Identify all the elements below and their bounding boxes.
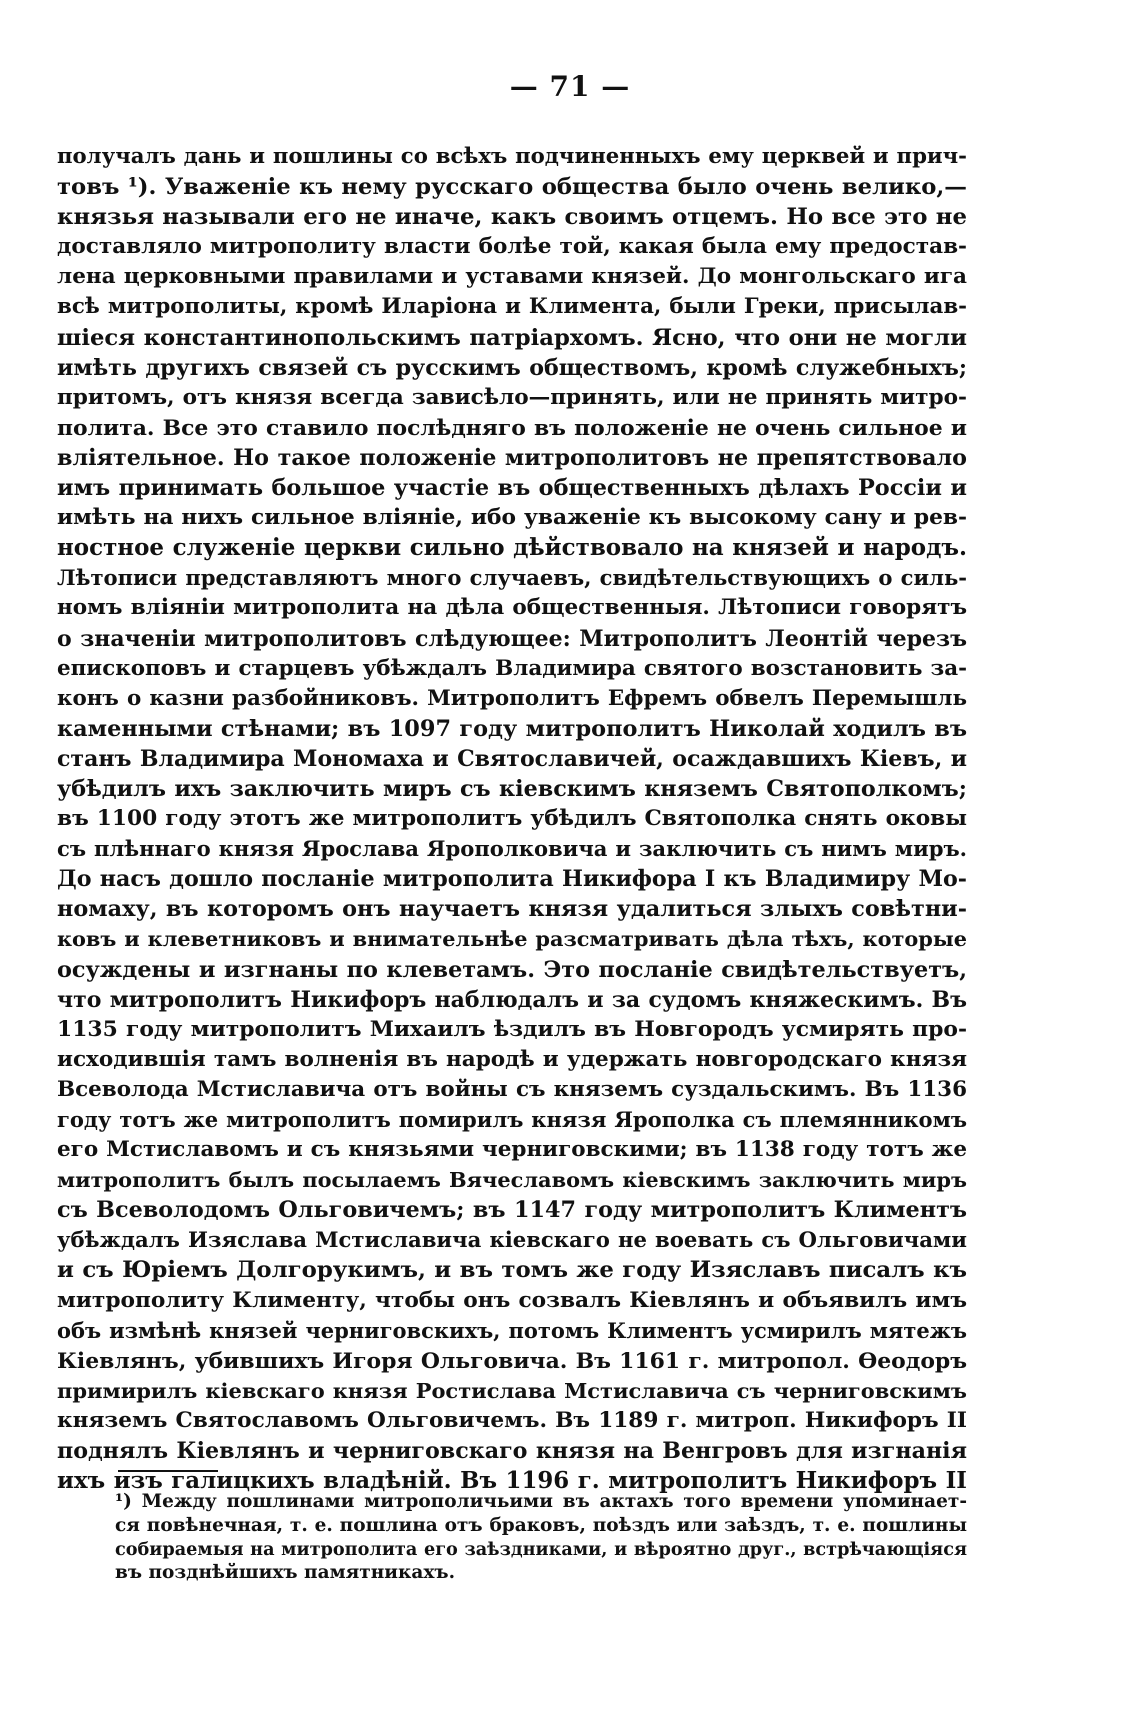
text-line: княземъ Святославомъ Ольговичемъ. Въ 1189 г. митроп. Никифоръ II [57, 1407, 967, 1433]
text-line: митрополитъ былъ посылаемъ Вячеславомъ кіевскимъ заключить миръ [57, 1167, 967, 1193]
text-line: получалъ дань и пошлины со всѣхъ подчиненныхъ ему церквей и прич- [57, 144, 967, 169]
text-line: съ Всеволодомъ Ольговичемъ; въ 1147 году митрополитъ Климентъ [57, 1197, 967, 1224]
text-line: объ измѣнѣ князей черниговскихъ, потомъ Климентъ усмирилъ мятежъ [57, 1317, 967, 1343]
text-line: исходившія тамъ волненія въ народѣ и удержать новгородскаго князя [57, 1046, 967, 1072]
text-line: конъ о казни разбойниковъ. Митрополитъ Ефремъ обвелъ Перемышль [57, 685, 967, 711]
text-line: имѣть другихъ связей съ русскимъ обществомъ, кромѣ служебныхъ; [57, 354, 967, 381]
text-line: 1135 году митрополитъ Михаилъ ѣздилъ въ Новгородъ усмирять про- [57, 1016, 967, 1042]
text-line: товъ ¹). Уваженіе къ нему русскаго общества было очень велико,— [57, 174, 967, 201]
text-line: въ 1100 году этотъ же митрополитъ убѣдилъ Святополка снять оковы [57, 806, 967, 832]
text-line: князья называли его не иначе, какъ своимъ отцемъ. Но все это не [57, 204, 967, 231]
text-line: примирилъ кіевскаго князя Ростислава Мстиславича съ черниговскимъ [57, 1377, 967, 1403]
text-line: доставляло митрополиту власти болѣе той, какая была ему предостав- [57, 234, 967, 260]
text-line: епископовъ и старцевъ убѣждалъ Владимира святого возстановить за- [57, 655, 967, 681]
text-line: убѣдилъ ихъ заключить миръ съ кіевскимъ княземъ Святополкомъ; [57, 775, 967, 802]
text-line: поднялъ Кіевлянъ и черниговскаго князя на Венгровъ для изгнанія [57, 1438, 967, 1465]
text-line: ихъ изъ галицкихъ владѣній. Въ 1196 г. митрополитъ Никифоръ II [57, 1468, 967, 1495]
footnote-divider [118, 1470, 218, 1472]
text-line: ковъ и клеветниковъ и внимательнѣе разсматривать дѣла тѣхъ, которые [57, 926, 967, 952]
footnote-line: ся повѣнечная, т. е. пошлина отъ браковъ, поѣздъ или заѣздъ, т. е. пошлины [115, 1514, 967, 1536]
text-line: имъ принимать большое участіе въ общественныхъ дѣлахъ Россіи и [57, 475, 967, 502]
footnote-line: собираемыя на митрополита его заѣздниками, и вѣроятно друг., встрѣчающіяся [115, 1538, 967, 1560]
text-line: осуждены и изгнаны по клеветамъ. Это посланіе свидѣтельствуетъ, [57, 956, 967, 983]
text-line: станъ Владимира Мономаха и Святославичей, осаждавшихъ Кіевъ, и [57, 745, 967, 772]
text-line: году тотъ же митрополитъ помирилъ князя Ярополка съ племянникомъ [57, 1107, 967, 1132]
text-line: каменными стѣнами; въ 1097 году митрополитъ Николай ходилъ въ [57, 715, 967, 742]
page-number: — 71 — [509, 70, 631, 103]
text-line: До насъ дошло посланіе митрополита Никифора I къ Владимиру Мо- [57, 866, 967, 893]
footnote-line: ¹) Между пошлинами митрополичьими въ актахъ того времени упоминает- [115, 1491, 967, 1512]
footnote-line: въ позднѣйшихъ памятникахъ. [115, 1562, 456, 1584]
text-line: Всеволода Мстиславича отъ войны съ княземъ суздальскимъ. Въ 1136 [57, 1076, 967, 1102]
text-line: номаху, въ которомъ онъ научаетъ князя удалиться злыхъ совѣтни- [57, 896, 967, 923]
text-line: номъ вліяніи митрополита на дѣла общественныя. Лѣтописи говорятъ [57, 595, 967, 621]
text-line: всѣ митрополиты, кромѣ Иларіона и Климента, были Греки, присылав- [57, 294, 967, 320]
text-line: что митрополитъ Никифоръ наблюдалъ и за судомъ княжескимъ. Въ [57, 986, 967, 1013]
text-line: вліятельное. Но такое положеніе митрополитовъ не препятствовало [57, 444, 967, 471]
text-line: лена церковными правилами и уставами князей. До монгольскаго ига [57, 264, 967, 290]
text-line: шіеся константинопольскимъ патріархомъ. Ясно, что они не могли [57, 324, 967, 351]
text-line: митрополиту Клименту, чтобы онъ созвалъ Кіевлянъ и объявилъ имъ [57, 1287, 967, 1313]
text-line: притомъ, отъ князя всегда зависѣло—принять, или не принять митро- [57, 384, 967, 410]
text-line: съ плѣннаго князя Ярослава Ярополковича и заключить съ нимъ миръ. [57, 836, 967, 862]
text-line: Кіевлянъ, убившихъ Игоря Ольговича. Въ 1161 г. митропол. Ѳеодоръ [57, 1347, 967, 1374]
text-line: его Мстиславомъ и съ князьями черниговскими; въ 1138 году тотъ же [57, 1137, 967, 1163]
text-line: ностное служеніе церкви сильно дѣйствовало на князей и народъ. [57, 534, 967, 562]
text-line: полита. Все это ставило послѣдняго въ положеніе не очень сильное и [57, 414, 967, 441]
text-line: о значеніи митрополитовъ слѣдующее: Митрополитъ Леонтій черезъ [57, 625, 967, 652]
footnote [115, 1490, 967, 1585]
text-line: имѣть на нихъ сильное вліяніе, ибо уваженіе къ высокому сану и рев- [57, 505, 967, 531]
body-text [57, 142, 967, 1496]
text-line: убѣждалъ Изяслава Мстиславича кіевскаго не воевать съ Ольговичами [57, 1227, 967, 1253]
text-line: и съ Юріемъ Долгорукимъ, и въ томъ же году Изяславъ писалъ къ [57, 1257, 967, 1284]
text-line: Лѣтописи представляютъ много случаевъ, свидѣтельствующихъ о силь- [57, 565, 967, 591]
